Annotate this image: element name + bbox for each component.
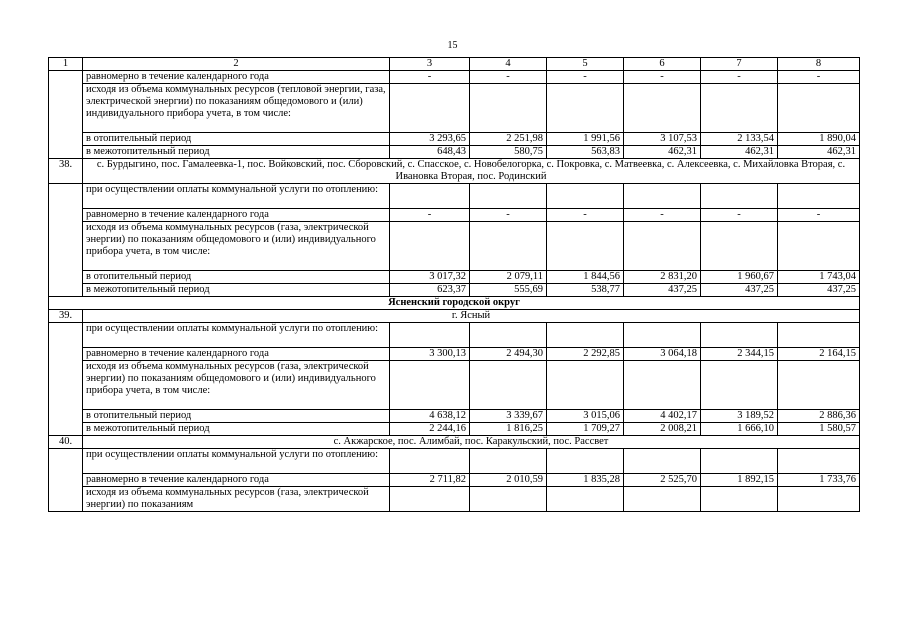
value-cell: 2 008,21 bbox=[624, 423, 701, 436]
page-number: 15 bbox=[447, 40, 458, 51]
value-cell: 2 133,54 bbox=[701, 133, 778, 146]
row-label: в межотопительный период bbox=[83, 423, 390, 436]
row-num-cell bbox=[49, 71, 83, 159]
value-cell bbox=[470, 361, 547, 410]
row-num-cell bbox=[49, 184, 83, 297]
value-cell: 2 010,59 bbox=[470, 474, 547, 487]
value-cell: 3 017,32 bbox=[390, 271, 470, 284]
value-cell: - bbox=[701, 71, 778, 84]
value-cell bbox=[701, 323, 778, 348]
value-cell: 1 835,28 bbox=[547, 474, 624, 487]
value-cell: 1 991,56 bbox=[547, 133, 624, 146]
value-cell: 538,77 bbox=[547, 284, 624, 297]
value-cell bbox=[547, 84, 624, 133]
row-label: при осуществлении оплаты коммунальной услуги по отоплению: bbox=[83, 449, 390, 474]
value-cell: 4 638,12 bbox=[390, 410, 470, 423]
value-cell: 2 494,30 bbox=[470, 348, 547, 361]
value-cell: 580,75 bbox=[470, 146, 547, 159]
value-cell bbox=[778, 449, 860, 474]
value-cell: 1 743,04 bbox=[778, 271, 860, 284]
value-cell bbox=[778, 323, 860, 348]
table-row bbox=[49, 361, 860, 410]
col-header: 5 bbox=[547, 58, 624, 71]
section-header-row bbox=[49, 310, 860, 323]
row-num-cell bbox=[49, 449, 83, 512]
value-cell: - bbox=[390, 71, 470, 84]
row-label: равномерно в течение календарного года bbox=[83, 348, 390, 361]
tariff-table bbox=[48, 57, 860, 512]
value-cell bbox=[390, 323, 470, 348]
row-label: равномерно в течение календарного года bbox=[83, 474, 390, 487]
value-cell: 462,31 bbox=[778, 146, 860, 159]
table-row bbox=[49, 410, 860, 423]
value-cell: 1 709,27 bbox=[547, 423, 624, 436]
value-cell: 2 831,20 bbox=[624, 271, 701, 284]
value-cell: 648,43 bbox=[390, 146, 470, 159]
value-cell bbox=[390, 184, 470, 209]
value-cell bbox=[624, 487, 701, 512]
value-cell: 1 892,15 bbox=[701, 474, 778, 487]
value-cell: 2 164,15 bbox=[778, 348, 860, 361]
row-label: в межотопительный период bbox=[83, 146, 390, 159]
table-row bbox=[49, 209, 860, 222]
row-label: при осуществлении оплаты коммунальной услуги по отоплению: bbox=[83, 184, 390, 209]
value-cell: - bbox=[470, 71, 547, 84]
value-cell: 2 525,70 bbox=[624, 474, 701, 487]
value-cell bbox=[547, 184, 624, 209]
value-cell bbox=[701, 487, 778, 512]
table-row bbox=[49, 84, 860, 133]
table-row bbox=[49, 133, 860, 146]
table-row bbox=[49, 348, 860, 361]
value-cell: 437,25 bbox=[701, 284, 778, 297]
value-cell: - bbox=[390, 209, 470, 222]
table-row bbox=[49, 184, 860, 209]
value-cell: 2 344,15 bbox=[701, 348, 778, 361]
value-cell: 1 960,67 bbox=[701, 271, 778, 284]
table-row bbox=[49, 323, 860, 348]
col-header: 3 bbox=[390, 58, 470, 71]
section-number: 39. bbox=[49, 310, 83, 323]
value-cell bbox=[624, 222, 701, 271]
table-row bbox=[49, 487, 860, 512]
row-label: равномерно в течение календарного года bbox=[83, 71, 390, 84]
column-number-row bbox=[49, 58, 860, 71]
value-cell: 2 251,98 bbox=[470, 133, 547, 146]
value-cell bbox=[778, 184, 860, 209]
value-cell bbox=[470, 184, 547, 209]
value-cell: 437,25 bbox=[778, 284, 860, 297]
value-cell bbox=[778, 222, 860, 271]
value-cell bbox=[390, 449, 470, 474]
value-cell bbox=[624, 449, 701, 474]
col-header: 6 bbox=[624, 58, 701, 71]
value-cell bbox=[778, 84, 860, 133]
section-places: с. Акжарское, пос. Алимбай, пос. Каракульский, пос. Рассвет bbox=[83, 436, 860, 449]
section-number: 40. bbox=[49, 436, 83, 449]
value-cell bbox=[701, 361, 778, 410]
value-cell: 4 402,17 bbox=[624, 410, 701, 423]
value-cell: - bbox=[624, 71, 701, 84]
value-cell: - bbox=[778, 71, 860, 84]
value-cell: - bbox=[470, 209, 547, 222]
table-row bbox=[49, 71, 860, 84]
row-label: исходя из объема коммунальных ресурсов (тепловой энергии, газа, электрической энергии) по показаниям общедомового и (или) индивидуального прибора учета, в том числе: bbox=[83, 84, 390, 133]
table-row bbox=[49, 284, 860, 297]
value-cell bbox=[701, 84, 778, 133]
value-cell bbox=[701, 222, 778, 271]
value-cell: - bbox=[701, 209, 778, 222]
value-cell bbox=[390, 222, 470, 271]
value-cell bbox=[624, 184, 701, 209]
section-places: г. Ясный bbox=[83, 310, 860, 323]
value-cell bbox=[547, 361, 624, 410]
row-label: исходя из объема коммунальных ресурсов (газа, электрической энергии) по показаниям bbox=[83, 487, 390, 512]
value-cell: 3 107,53 bbox=[624, 133, 701, 146]
value-cell: 437,25 bbox=[624, 284, 701, 297]
value-cell bbox=[470, 84, 547, 133]
value-cell: 2 079,11 bbox=[470, 271, 547, 284]
table-row bbox=[49, 146, 860, 159]
col-header: 8 bbox=[778, 58, 860, 71]
value-cell: 555,69 bbox=[470, 284, 547, 297]
value-cell bbox=[624, 323, 701, 348]
value-cell: 623,37 bbox=[390, 284, 470, 297]
section-header-row bbox=[49, 159, 860, 184]
value-cell bbox=[390, 361, 470, 410]
row-label: при осуществлении оплаты коммунальной услуги по отоплению: bbox=[83, 323, 390, 348]
table-row bbox=[49, 423, 860, 436]
value-cell: 3 300,13 bbox=[390, 348, 470, 361]
value-cell: 2 292,85 bbox=[547, 348, 624, 361]
value-cell bbox=[390, 84, 470, 133]
value-cell: 2 711,82 bbox=[390, 474, 470, 487]
value-cell bbox=[547, 323, 624, 348]
row-label: в отопительный период bbox=[83, 271, 390, 284]
value-cell: - bbox=[547, 71, 624, 84]
value-cell: 3 339,67 bbox=[470, 410, 547, 423]
value-cell bbox=[390, 487, 470, 512]
value-cell: 563,83 bbox=[547, 146, 624, 159]
value-cell bbox=[778, 487, 860, 512]
value-cell bbox=[624, 84, 701, 133]
value-cell: 3 015,06 bbox=[547, 410, 624, 423]
value-cell: 3 293,65 bbox=[390, 133, 470, 146]
row-label: исходя из объема коммунальных ресурсов (газа, электрической энергии) по показаниям общедомового и (или) индивидуального прибора учета, в том числе: bbox=[83, 361, 390, 410]
value-cell: - bbox=[778, 209, 860, 222]
value-cell bbox=[547, 449, 624, 474]
section-places: с. Бурдыгино, пос. Гамалеевка-1, пос. Войковский, пос. Сборовский, с. Спасское, с. Новобелогорка, с. Покровка, с. Матвеевка, с. Алексеевка, с. Михайловка Вторая, с. Ивановка Вторая, пос. Родинский bbox=[83, 159, 860, 184]
row-label: в отопительный период bbox=[83, 410, 390, 423]
region-title: Ясненский городской округ bbox=[49, 297, 860, 310]
row-label: в отопительный период bbox=[83, 133, 390, 146]
value-cell bbox=[624, 361, 701, 410]
value-cell bbox=[470, 222, 547, 271]
col-header: 7 bbox=[701, 58, 778, 71]
value-cell bbox=[547, 222, 624, 271]
row-label: в межотопительный период bbox=[83, 284, 390, 297]
value-cell bbox=[547, 487, 624, 512]
table-row bbox=[49, 449, 860, 474]
region-row bbox=[49, 297, 860, 310]
row-num-cell bbox=[49, 323, 83, 436]
value-cell: 1 844,56 bbox=[547, 271, 624, 284]
value-cell bbox=[778, 361, 860, 410]
value-cell: 1 666,10 bbox=[701, 423, 778, 436]
value-cell: 462,31 bbox=[701, 146, 778, 159]
section-number: 38. bbox=[49, 159, 83, 184]
table-row bbox=[49, 474, 860, 487]
value-cell: 1 816,25 bbox=[470, 423, 547, 436]
value-cell: 2 886,36 bbox=[778, 410, 860, 423]
value-cell: 1 890,04 bbox=[778, 133, 860, 146]
table-row bbox=[49, 271, 860, 284]
col-header: 2 bbox=[83, 58, 390, 71]
value-cell: 462,31 bbox=[624, 146, 701, 159]
value-cell bbox=[701, 449, 778, 474]
value-cell bbox=[470, 449, 547, 474]
row-label: исходя из объема коммунальных ресурсов (газа, электрической энергии) по показаниям общедомового и (или) индивидуального прибора учета, в том числе: bbox=[83, 222, 390, 271]
value-cell: 3 064,18 bbox=[624, 348, 701, 361]
value-cell: 3 189,52 bbox=[701, 410, 778, 423]
value-cell: 2 244,16 bbox=[390, 423, 470, 436]
value-cell bbox=[470, 487, 547, 512]
col-header: 4 bbox=[470, 58, 547, 71]
value-cell: 1 733,76 bbox=[778, 474, 860, 487]
section-header-row bbox=[49, 436, 860, 449]
col-header: 1 bbox=[49, 58, 83, 71]
value-cell bbox=[701, 184, 778, 209]
value-cell: - bbox=[547, 209, 624, 222]
table-row bbox=[49, 222, 860, 271]
row-label: равномерно в течение календарного года bbox=[83, 209, 390, 222]
value-cell: 1 580,57 bbox=[778, 423, 860, 436]
value-cell: - bbox=[624, 209, 701, 222]
value-cell bbox=[470, 323, 547, 348]
